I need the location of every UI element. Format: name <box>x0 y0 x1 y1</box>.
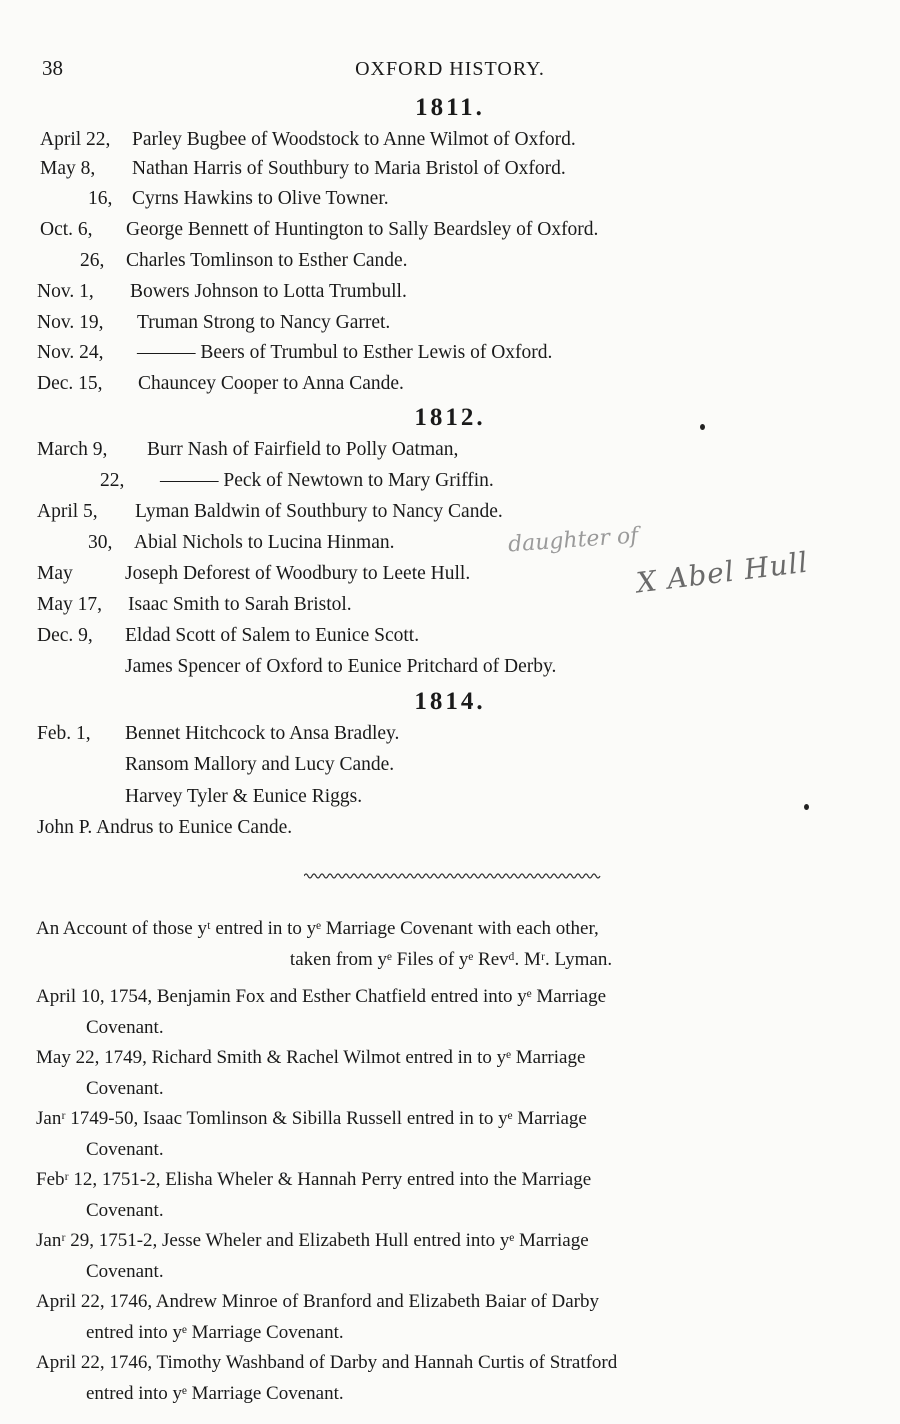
account-line: April 22, 1746, Timothy Washband of Darby and Hannah Curtis of Stratford <box>36 1352 618 1373</box>
entry-text: Lyman Baldwin of Southbury to Nancy Cande. <box>135 501 503 522</box>
entry-date: Oct. 6, <box>40 219 93 240</box>
list-item <box>37 372 404 396</box>
entry-date: April 5, <box>37 501 98 522</box>
list-item <box>37 562 470 586</box>
entry-date: Dec. 9, <box>37 625 93 646</box>
account-entry <box>36 1286 866 1348</box>
year-heading: 1811. <box>415 94 485 121</box>
account-line: Covenant. <box>86 1078 164 1099</box>
entry-text: Chauncey Cooper to Anna Cande. <box>138 373 404 394</box>
account-entry <box>36 1103 866 1165</box>
list-item <box>37 341 552 365</box>
entry-date: Feb. 1, <box>37 723 91 744</box>
account-line: Covenant. <box>86 1017 164 1038</box>
list-item <box>37 438 458 462</box>
ink-speck <box>700 424 705 430</box>
entry-date: Dec. 15, <box>37 373 103 394</box>
handwritten-annotation: X Abel Hull <box>634 545 811 600</box>
list-item <box>37 311 390 335</box>
account-line: Covenant. <box>86 1200 164 1221</box>
entry-text: Bennet Hitchcock to Ansa Bradley. <box>125 723 400 744</box>
entry-text: ——— Beers of Trumbul to Esther Lewis of Oxford. <box>137 342 553 363</box>
list-item <box>100 469 494 493</box>
entry-text: ——— Peck of Newtown to Mary Griffin. <box>160 470 494 491</box>
list-item <box>40 157 566 181</box>
entry-date: 26, <box>80 250 105 271</box>
list-item <box>80 249 408 273</box>
account-line: Covenant. <box>86 1139 164 1160</box>
account-line: Febʳ 12, 1751-2, Elisha Wheler & Hannah Perry entred into the Marriage <box>36 1169 592 1190</box>
entry-date: May 17, <box>37 594 102 615</box>
entry-date: Nov. 19, <box>37 312 104 333</box>
account-intro-line: taken from yᵉ Files of yᵉ Revᵈ. Mʳ. Lyman. <box>289 949 613 970</box>
running-title: OXFORD HISTORY. <box>355 58 545 80</box>
entry-text: Truman Strong to Nancy Garret. <box>137 312 391 333</box>
entry-date: April 22, <box>40 129 111 150</box>
entry-text: Cyrns Hawkins to Olive Towner. <box>132 188 389 209</box>
entry-date: May 8, <box>40 158 96 179</box>
ink-speck <box>804 804 809 810</box>
account-entry <box>36 1225 866 1287</box>
list-item <box>88 187 389 211</box>
year-heading: 1814. <box>414 688 486 715</box>
account-intro <box>36 913 866 975</box>
list-item <box>37 624 419 648</box>
entry-text: Eldad Scott of Salem to Eunice Scott. <box>125 625 420 646</box>
entry-text: Ransom Mallory and Lucy Cande. <box>125 754 395 775</box>
entry-text: Abial Nichols to Lucina Hinman. <box>134 532 395 553</box>
wavy-divider <box>304 872 602 880</box>
entry-text: George Bennett of Huntington to Sally Beardsley of Oxford. <box>126 219 599 240</box>
page-number: 38 <box>42 56 63 80</box>
list-item <box>125 655 556 679</box>
entry-date: 22, <box>100 470 125 491</box>
entry-text: Charles Tomlinson to Esther Cande. <box>126 250 408 271</box>
account-line: May 22, 1749, Richard Smith & Rachel Wilmot entred in to yᵉ Marriage <box>36 1047 586 1068</box>
entry-date: May <box>37 563 73 584</box>
entry-text: Parley Bugbee of Woodstock to Anne Wilmot of Oxford. <box>132 129 576 150</box>
entry-text: John P. Andrus to Eunice Cande. <box>37 817 293 838</box>
account-line: entred into yᵉ Marriage Covenant. <box>86 1322 344 1343</box>
account-line: Janʳ 29, 1751-2, Jesse Wheler and Elizabeth Hull entred into yᵉ Marriage <box>36 1230 589 1251</box>
account-entry <box>36 1042 866 1104</box>
entry-date: 16, <box>88 188 113 209</box>
list-item <box>88 531 395 555</box>
list-item <box>40 128 576 152</box>
entry-date: 30, <box>88 532 113 553</box>
year-heading: 1812. <box>414 404 486 431</box>
list-item <box>37 280 407 304</box>
entry-text: Isaac Smith to Sarah Bristol. <box>128 594 352 615</box>
list-item <box>37 593 352 617</box>
account-line: April 10, 1754, Benjamin Fox and Esther Chatfield entred into yᵉ Marriage <box>36 986 606 1007</box>
entry-text: Joseph Deforest of Woodbury to Leete Hull. <box>125 563 471 584</box>
list-item <box>40 218 598 242</box>
list-item <box>37 722 399 746</box>
account-line: April 22, 1746, Andrew Minroe of Branford and Elizabeth Baiar of Darby <box>36 1291 599 1312</box>
entry-date: Nov. 24, <box>37 342 104 363</box>
page-header <box>40 56 860 86</box>
account-entry <box>36 981 866 1043</box>
list-item <box>37 816 292 840</box>
entry-text: Bowers Johnson to Lotta Trumbull. <box>130 281 407 302</box>
entry-date: March 9, <box>37 439 108 460</box>
list-item <box>37 500 503 524</box>
account-line: Janʳ 1749-50, Isaac Tomlinson & Sibilla Russell entred in to yᵉ Marriage <box>36 1108 587 1129</box>
account-intro-line: An Account of those yᵗ entred in to yᵉ Marriage Covenant with each other, <box>36 918 599 939</box>
account-entry <box>36 1347 866 1409</box>
account-line: Covenant. <box>86 1261 164 1282</box>
list-item <box>125 785 362 809</box>
entry-text: James Spencer of Oxford to Eunice Pritchard of Derby. <box>125 656 557 677</box>
entry-text: Nathan Harris of Southbury to Maria Bristol of Oxford. <box>132 158 566 179</box>
entry-date: Nov. 1, <box>37 281 94 302</box>
handwritten-annotation: daughter of <box>507 523 640 558</box>
entry-text: Harvey Tyler & Eunice Riggs. <box>125 786 363 807</box>
entry-text: Burr Nash of Fairfield to Polly Oatman, <box>147 439 459 460</box>
account-line: entred into yᵉ Marriage Covenant. <box>86 1383 344 1404</box>
account-entry <box>36 1164 866 1226</box>
list-item <box>125 753 394 777</box>
